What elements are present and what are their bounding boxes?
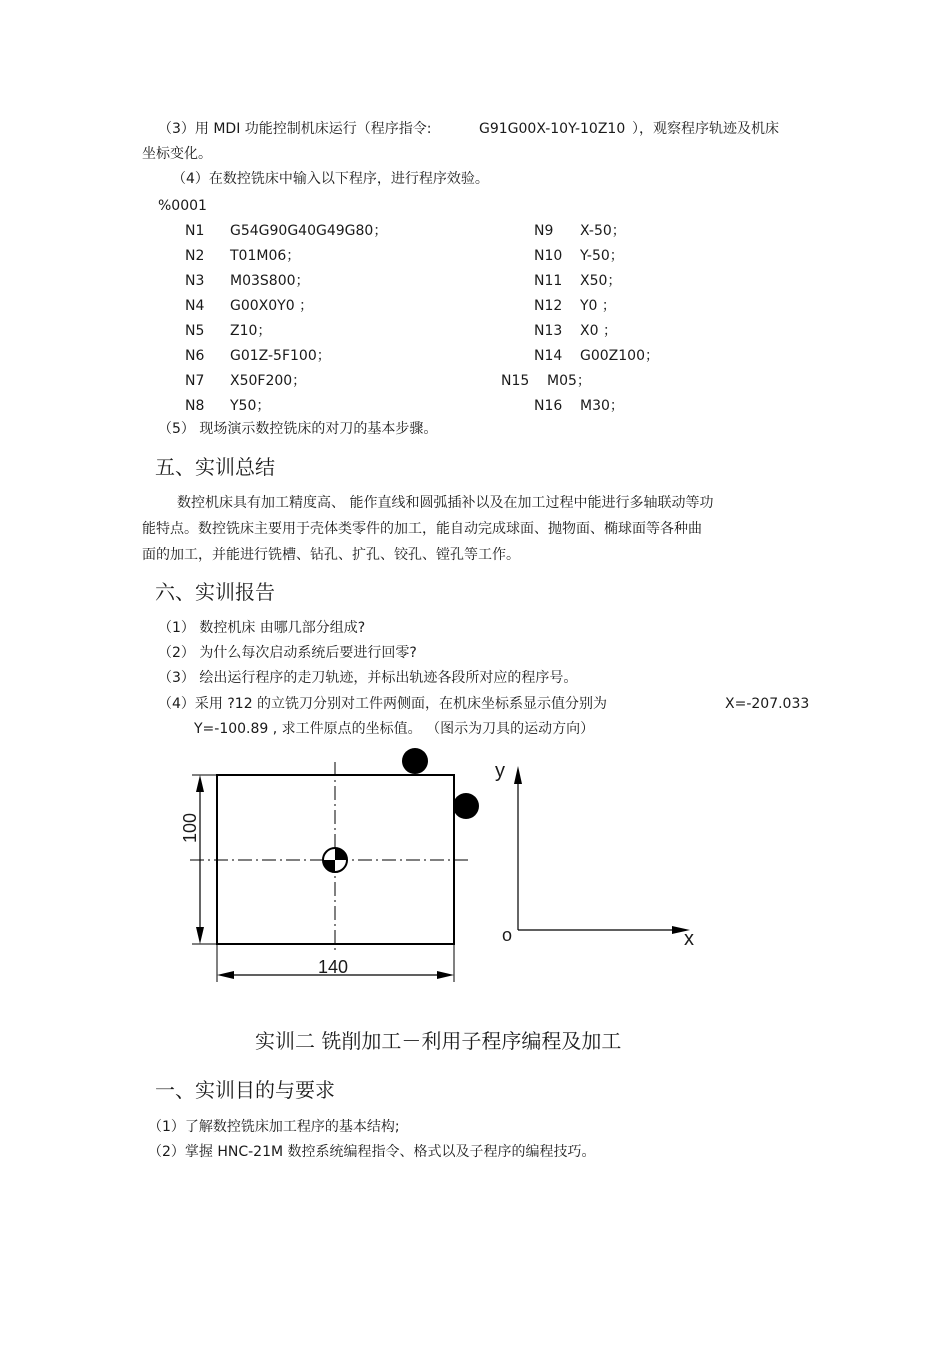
program-code: T01M06；	[230, 248, 301, 264]
line-number: N14	[534, 348, 563, 364]
axis-y-label: y	[495, 760, 505, 782]
lab2-title: 实训二 铣削加工－利用子程序编程及加工	[255, 1029, 622, 1053]
line-number: N1	[185, 223, 205, 239]
section6-heading: 六、实训报告	[155, 580, 275, 604]
line-number: N7	[185, 373, 205, 389]
program-code: G00X0Y0 ；	[230, 298, 314, 314]
report-question-4: （4）采用 ?12 的立铣刀分别对工件两侧面，在机床坐标系显示值分别为	[158, 696, 608, 712]
section5-para-line: 面的加工，并能进行铣槽、钻孔、扩孔、铰孔、镗孔等工作。	[142, 547, 520, 563]
dim-label-height: 100	[180, 812, 200, 843]
item3-suffix: ），观察程序轨迹及机床	[632, 121, 779, 137]
program-code: M30；	[580, 398, 624, 414]
line-number: N13	[534, 323, 563, 339]
program-name: %0001	[158, 198, 207, 214]
item4-text: （4）在数控铣床中输入以下程序，进行程序效验。	[172, 171, 489, 187]
line-number: N15	[501, 373, 530, 389]
dim-label-width: 140	[318, 957, 349, 977]
line-number: N12	[534, 298, 563, 314]
report-question-4-x: X=-207.033	[725, 696, 810, 712]
program-code: X50F200；	[230, 373, 307, 389]
lab2-requirement-1: （1）了解数控铣床加工程序的基本结构;	[148, 1119, 400, 1135]
item3-line2: 坐标变化。	[142, 146, 212, 162]
lab2-requirement-2: （2）掌握 HNC-21M 数控系统编程指令、格式以及子程序的编程技巧。	[148, 1144, 596, 1160]
line-number: N4	[185, 298, 205, 314]
lab2-heading: 一、实训目的与要求	[155, 1078, 335, 1102]
report-question-4-cont: Y=-100.89 , 求工件原点的坐标值。 （图示为刀具的运动方向）	[194, 721, 595, 737]
item3-command: G91G00X-10Y-10Z10	[479, 121, 626, 137]
program-code: Y0 ；	[580, 298, 616, 314]
program-code: X50；	[580, 273, 622, 289]
section5-para-line: 数控机床具有加工精度高、 能作直线和圆弧插补以及在加工过程中能进行多轴联动等功	[177, 495, 714, 511]
program-code: X0 ；	[580, 323, 617, 339]
tool-circle-top	[402, 748, 428, 774]
program-code: G00Z100；	[580, 348, 659, 364]
program-code: G54G90G40G49G80；	[230, 223, 388, 239]
program-code: G01Z-5F100；	[230, 348, 331, 364]
line-number: N6	[185, 348, 205, 364]
program-code: Y50；	[230, 398, 271, 414]
program-code: M03S800；	[230, 273, 310, 289]
report-question-3: （3） 绘出运行程序的走刀轨迹，并标出轨迹各段所对应的程序号。	[158, 670, 578, 686]
axis-x-label: x	[684, 928, 694, 950]
program-code: M05；	[547, 373, 591, 389]
program-code: Z10；	[230, 323, 272, 339]
line-number: N2	[185, 248, 205, 264]
program-code: Y-50；	[580, 248, 624, 264]
tool-circle-side	[453, 793, 479, 819]
section5-para-line: 能特点。数控铣床主要用于壳体类零件的加工，能自动完成球面、抛物面、椭球面等各种曲	[142, 521, 702, 537]
item5-text: （5） 现场演示数控铣床的对刀的基本步骤。	[158, 421, 438, 437]
line-number: N3	[185, 273, 205, 289]
section5-heading: 五、实训总结	[155, 455, 275, 479]
report-question-2: （2） 为什么每次启动系统后要进行回零?	[158, 645, 417, 661]
program-code: X-50；	[580, 223, 626, 239]
origin-symbol	[323, 848, 347, 872]
line-number: N8	[185, 398, 205, 414]
line-number: N11	[534, 273, 563, 289]
line-number: N10	[534, 248, 563, 264]
item3-prefix: （3）用 MDI 功能控制机床运行（程序指令:	[158, 121, 432, 137]
line-number: N16	[534, 398, 563, 414]
origin-label: o	[502, 925, 513, 945]
line-number: N5	[185, 323, 205, 339]
report-question-1: （1） 数控机床 由哪几部分组成?	[158, 620, 366, 636]
line-number: N9	[534, 223, 554, 239]
